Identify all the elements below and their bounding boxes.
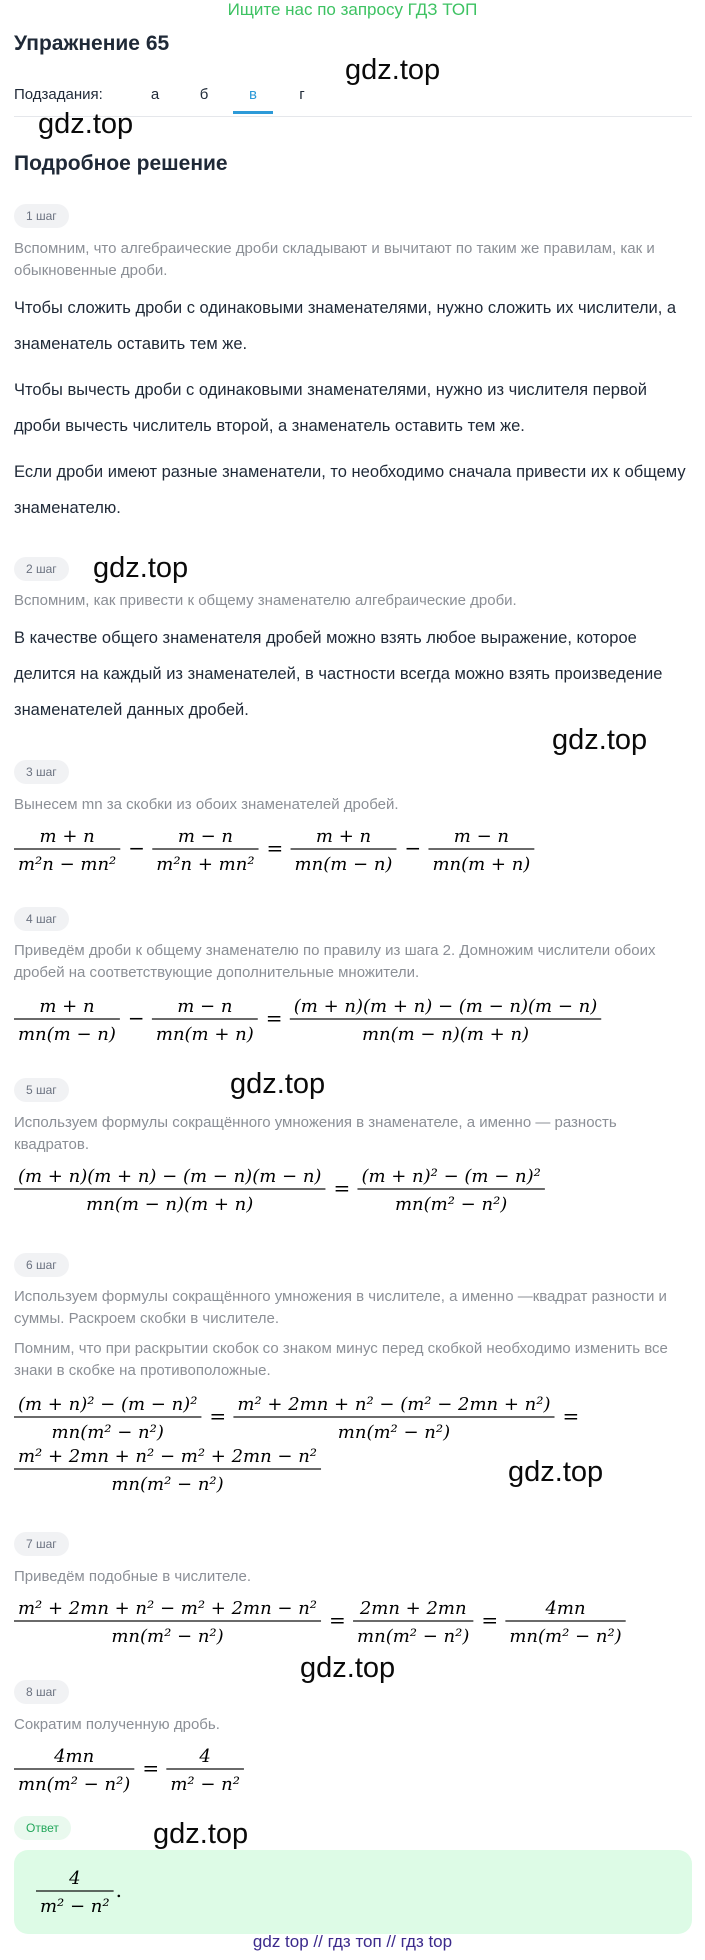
fraction-numerator: 4mn <box>54 1746 95 1767</box>
fraction-numerator: (m + n)² − (m − n)² <box>361 1166 541 1187</box>
answer-svg <box>36 1862 236 1922</box>
fraction-denominator: mn(m − n)(m + n) <box>86 1194 254 1215</box>
step-6-note: Используем формулы сокращённого умножения в числителе, а именно —квадрат разности и суммы. Раскроем скобки в числителе. <box>14 1288 667 1327</box>
tab-v[interactable]: в <box>249 86 257 103</box>
step-1-paragraph: Чтобы сложить дроби с одинаковыми знаменателями, нужно сложить их числители, а знаменатель оставить тем же. <box>14 299 677 353</box>
fraction-numerator: 4 <box>199 1746 211 1767</box>
fraction-numerator: m² + 2mn + n² − m² + 2mn − n² <box>17 1598 318 1619</box>
s7-svg <box>14 1592 674 1652</box>
fraction-numerator: (m + n)(m + n) − (m − n)(m − n) <box>293 996 598 1017</box>
answer-equation <box>36 1862 236 1922</box>
step-5-equation <box>14 1160 654 1220</box>
operator: = <box>209 1404 227 1428</box>
step-6-note-2: Помним, что при раскрытии скобок со знаком минус перед скобкой необходимо изменить все знаки в скобке на противоположные. <box>14 1340 668 1379</box>
fraction-denominator: mn(m − n) <box>294 854 393 875</box>
step-3-equation <box>14 820 614 880</box>
step-1-paragraph: Чтобы вычесть дроби с одинаковыми знаменателями, нужно из числителя первой дроби вычесть числитель второй, а знаменатель оставить тем же. <box>14 381 647 435</box>
fraction-denominator: mn(m² − n²) <box>337 1422 451 1443</box>
fraction-numerator: (m + n)(m + n) − (m − n)(m − n) <box>17 1166 322 1187</box>
fraction-denominator: mn(m² − n²) <box>509 1626 622 1647</box>
step-8-note: Сократим полученную дробь. <box>14 1716 220 1733</box>
step-4-note: Приведём дроби к общему знаменателю по правилу из шага 2. Домножим числители обоих дробей на соответствующие дополнительные множители. <box>14 942 656 981</box>
step-1-badge: 1 шаг <box>14 204 69 228</box>
watermark: gdz.top <box>552 724 648 756</box>
step-2-note: Вспомним, как привести к общему знаменателю алгебраические дроби. <box>14 592 517 609</box>
operator: − <box>127 1006 145 1030</box>
watermark: gdz.top <box>300 1652 396 1684</box>
answer-badge: Ответ <box>14 1816 71 1840</box>
fraction-numerator: m + n <box>39 996 95 1017</box>
fraction-numerator: 2mn + 2mn <box>359 1598 467 1619</box>
tab-g[interactable]: г <box>299 86 305 103</box>
operator: . <box>115 1878 122 1902</box>
s8-svg <box>14 1740 414 1800</box>
step-4-badge: 4 шаг <box>14 907 69 931</box>
fraction-denominator: mn(m² − n²) <box>111 1474 224 1495</box>
fraction-numerator: 4mn <box>545 1598 586 1619</box>
operator: = <box>265 1006 283 1030</box>
step-2-paragraph: В качестве общего знаменателя дробей можно взять любое выражение, которое делится на каждый из знаменателей, в частности всегда можно взять произведение знаменателей данных дробей. <box>14 629 663 719</box>
fraction-denominator: mn(m − n)(m + n) <box>361 1024 530 1045</box>
fraction-numerator: (m + n)² − (m − n)² <box>17 1394 198 1415</box>
step-7-equation <box>14 1592 674 1652</box>
operator: = <box>562 1404 580 1428</box>
footer-links: gdz top // гдз топ // гдз top <box>252 1932 453 1951</box>
fraction-denominator: mn(m + n) <box>432 854 531 875</box>
solution-heading: Подробное решение <box>14 152 228 175</box>
fraction-numerator: m − n <box>177 996 233 1017</box>
fraction-numerator: m + n <box>315 826 372 847</box>
fraction-numerator: 4 <box>69 1868 81 1889</box>
step-3-note: Вынесем mn за скобки из обоих знаменателей дробей. <box>14 796 399 813</box>
step-5-note: Используем формулы сокращённого умножения в знаменателе, а именно — разность квадратов. <box>14 1114 617 1153</box>
active-tab-indicator <box>233 111 273 114</box>
watermark: gdz.top <box>230 1068 326 1100</box>
fraction-denominator: mn(m² − n²) <box>357 1626 470 1647</box>
fraction-numerator: m² + 2mn + n² − (m² − 2mn + n²) <box>237 1394 551 1415</box>
fraction-denominator: mn(m² − n²) <box>394 1194 508 1215</box>
watermark: gdz.top <box>38 108 134 140</box>
watermark: gdz.top <box>93 552 189 584</box>
operator: = <box>329 1608 346 1632</box>
step-7-note: Приведём подобные в числителе. <box>14 1568 252 1585</box>
fraction-numerator: m + n <box>39 826 95 847</box>
watermark: gdz.top <box>508 1456 604 1488</box>
fraction-denominator: mn(m² − n²) <box>111 1626 224 1647</box>
fraction-denominator: m² − n² <box>39 1896 110 1917</box>
tab-a[interactable]: а <box>150 86 160 103</box>
step-6-badge: 6 шаг <box>14 1253 69 1277</box>
operator: − <box>128 836 146 860</box>
tab-b[interactable]: б <box>199 86 209 103</box>
step-5-badge: 5 шаг <box>14 1078 69 1102</box>
s3-svg <box>14 820 614 880</box>
step-1-paragraph: Если дроби имеют разные знаменатели, то необходимо сначала привести их к общему знаменателю. <box>14 463 686 517</box>
fraction-denominator: m²n + mn² <box>156 854 255 875</box>
step-8-equation <box>14 1740 414 1800</box>
step-7-badge: 7 шаг <box>14 1532 69 1556</box>
operator: − <box>404 836 422 860</box>
step-4-equation <box>14 990 654 1050</box>
fraction-denominator: m²n − mn² <box>17 854 117 875</box>
watermark: gdz.top <box>345 54 441 86</box>
s4-svg <box>14 990 654 1050</box>
operator: = <box>142 1756 160 1780</box>
operator: = <box>266 836 284 860</box>
fraction-numerator: m − n <box>453 826 509 847</box>
fraction-denominator: mn(m² − n²) <box>17 1774 131 1795</box>
s6a-svg <box>14 1388 654 1448</box>
fraction-denominator: m² − n² <box>170 1774 240 1795</box>
fraction-denominator: mn(m − n) <box>17 1024 116 1045</box>
subtasks-label: Подзадания: <box>14 86 103 103</box>
s5-svg <box>14 1160 654 1220</box>
step-6-equation-line1 <box>14 1388 654 1448</box>
step-2-badge: 2 шаг <box>14 557 69 581</box>
step-1-note: Вспомним, что алгебраические дроби складывают и вычитают по таким же правилам, как и обыкновенные дроби. <box>14 240 655 279</box>
operator: = <box>481 1608 499 1632</box>
step-8-badge: 8 шаг <box>14 1680 69 1704</box>
promo-banner: Ищите нас по запросу ГДЗ ТОП <box>227 0 478 19</box>
fraction-denominator: mn(m² − n²) <box>51 1422 164 1443</box>
step-3-badge: 3 шаг <box>14 760 69 784</box>
page-title: Упражнение 65 <box>14 32 170 55</box>
fraction-denominator: mn(m + n) <box>155 1024 254 1045</box>
fraction-numerator: m − n <box>177 826 234 847</box>
fraction-numerator: m² + 2mn + n² − m² + 2mn − n² <box>17 1446 318 1467</box>
watermark: gdz.top <box>153 1818 249 1850</box>
operator: = <box>333 1176 351 1200</box>
